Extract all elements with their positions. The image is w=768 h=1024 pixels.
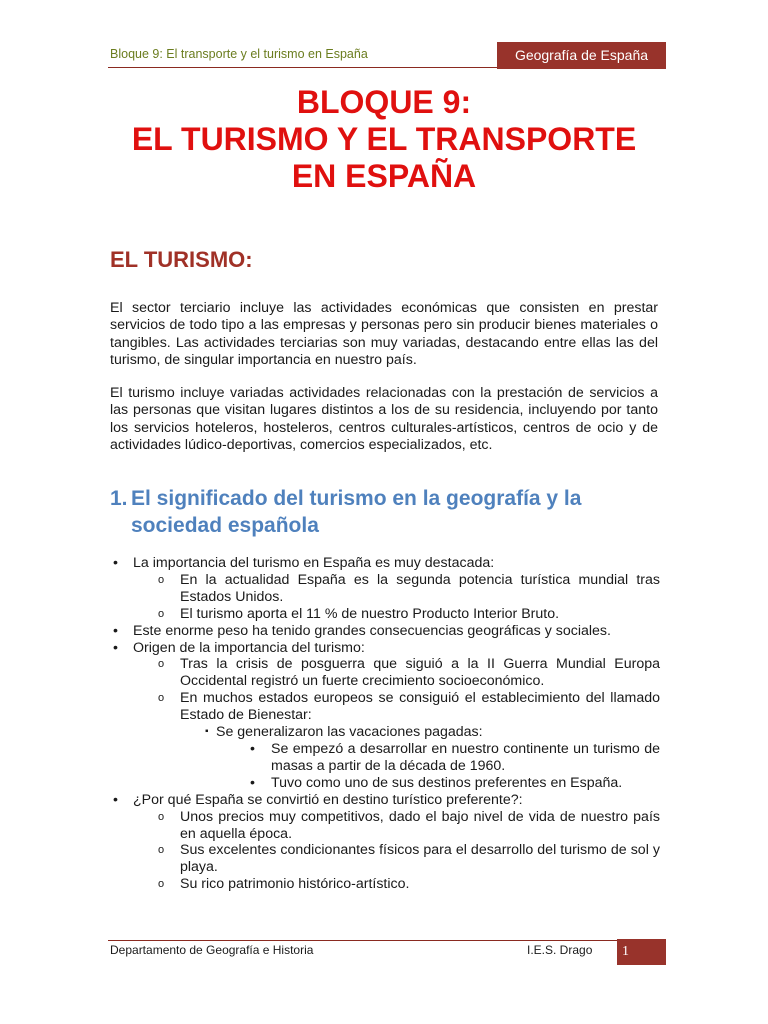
list-item: • La importancia del turismo en España es muy destacada: [113, 555, 495, 571]
circle-bullet-icon: o [158, 658, 165, 671]
page-number: 1 [617, 939, 666, 965]
subsection-title: El significado del turismo en la geografía y la sociedad española [131, 487, 582, 537]
header-rule [108, 67, 498, 68]
list-item: ▪ Se generalizaron las vacaciones pagadas: [205, 724, 483, 741]
list-item: • Se empezó a desarrollar en nuestro continente un turismo de masas a partir de la década de 1960. [250, 740, 660, 774]
circle-bullet-icon: o [158, 878, 165, 891]
bullet-icon: • [250, 740, 255, 757]
footer-rule [108, 940, 618, 941]
list-item: o En la actualidad España es la segunda potencia turística mundial tras Estados Unidos. [158, 571, 660, 605]
bullet-icon: • [113, 639, 118, 656]
bullet-icon: • [113, 622, 118, 639]
bullet-icon: • [113, 555, 118, 571]
subsection-heading [110, 485, 658, 539]
list-item: • ¿Por qué España se convirtió en destino turístico preferente?: [113, 791, 523, 808]
subsection-number: 1. [110, 487, 128, 510]
circle-bullet-icon: o [158, 844, 165, 857]
bullet-list [110, 555, 660, 893]
list-item: o Sus excelentes condicionantes físicos para el desarrollo del turismo de sol y playa. [158, 842, 660, 876]
list-item: o En muchos estados europeos se consiguió el establecimiento del llamado Estado de Bienestar: [158, 690, 660, 724]
circle-bullet-icon: o [158, 692, 165, 705]
section-heading: EL TURISMO: [110, 247, 253, 272]
title-line-2: EL TURISMO Y EL TRANSPORTE [131, 121, 637, 157]
list-item: o Tras la crisis de posguerra que siguió a la II Guerra Mundial Europa Occidental registró un fuerte crecimiento socioeconómico. [158, 656, 660, 690]
bullet-icon: • [250, 774, 255, 791]
square-bullet-icon: ▪ [205, 726, 209, 738]
circle-bullet-icon: o [158, 810, 165, 823]
paragraph-1: El sector terciario incluye las actividades económicas que consisten en prestar servicios de todo tipo a las empresas y personas pero sin producir bienes materiales o tangibles. Las actividades terciarias son muy variadas, destacando entre ellas las del turismo, de singular importancia en nuestro país. [110, 300, 658, 369]
list-item: o Su rico patrimonio histórico-artístico. [158, 876, 410, 893]
paragraph-2: El turismo incluye variadas actividades relacionadas con la prestación de servicios a las personas que visitan lugares distintos a los de su residencia, incluyendo por tanto los servicios hoteleros, hosteleros, centros culturales-artísticos, centros de ocio y de actividades lúdico-deportivas, comercios especializados, etc. [110, 385, 658, 454]
list-item: • Origen de la importancia del turismo: [113, 639, 365, 656]
footer-department: Departamento de Geografía e Historia [110, 943, 314, 957]
list-item: o El turismo aporta el 11 % de nuestro Producto Interior Bruto. [158, 605, 560, 622]
title-line-3: EN ESPAÑA [291, 158, 477, 194]
footer-school: I.E.S. Drago [527, 943, 593, 957]
list-item: • Tuvo como uno de sus destinos preferentes en España. [250, 774, 623, 791]
list-item: • Este enorme peso ha tenido grandes consecuencias geográficas y sociales. [113, 622, 611, 639]
document-title [108, 84, 660, 195]
bullet-icon: • [113, 791, 118, 808]
list-item: o Unos precios muy competitivos, dado el bajo nivel de vida de nuestro país en aquella época. [158, 808, 660, 842]
title-line-1: BLOQUE 9: [296, 84, 472, 120]
circle-bullet-icon: o [158, 573, 165, 586]
header-subject-box: Geografía de España [497, 42, 666, 69]
circle-bullet-icon: o [158, 607, 165, 620]
header-left-text: Bloque 9: El transporte y el turismo en España [110, 47, 368, 61]
